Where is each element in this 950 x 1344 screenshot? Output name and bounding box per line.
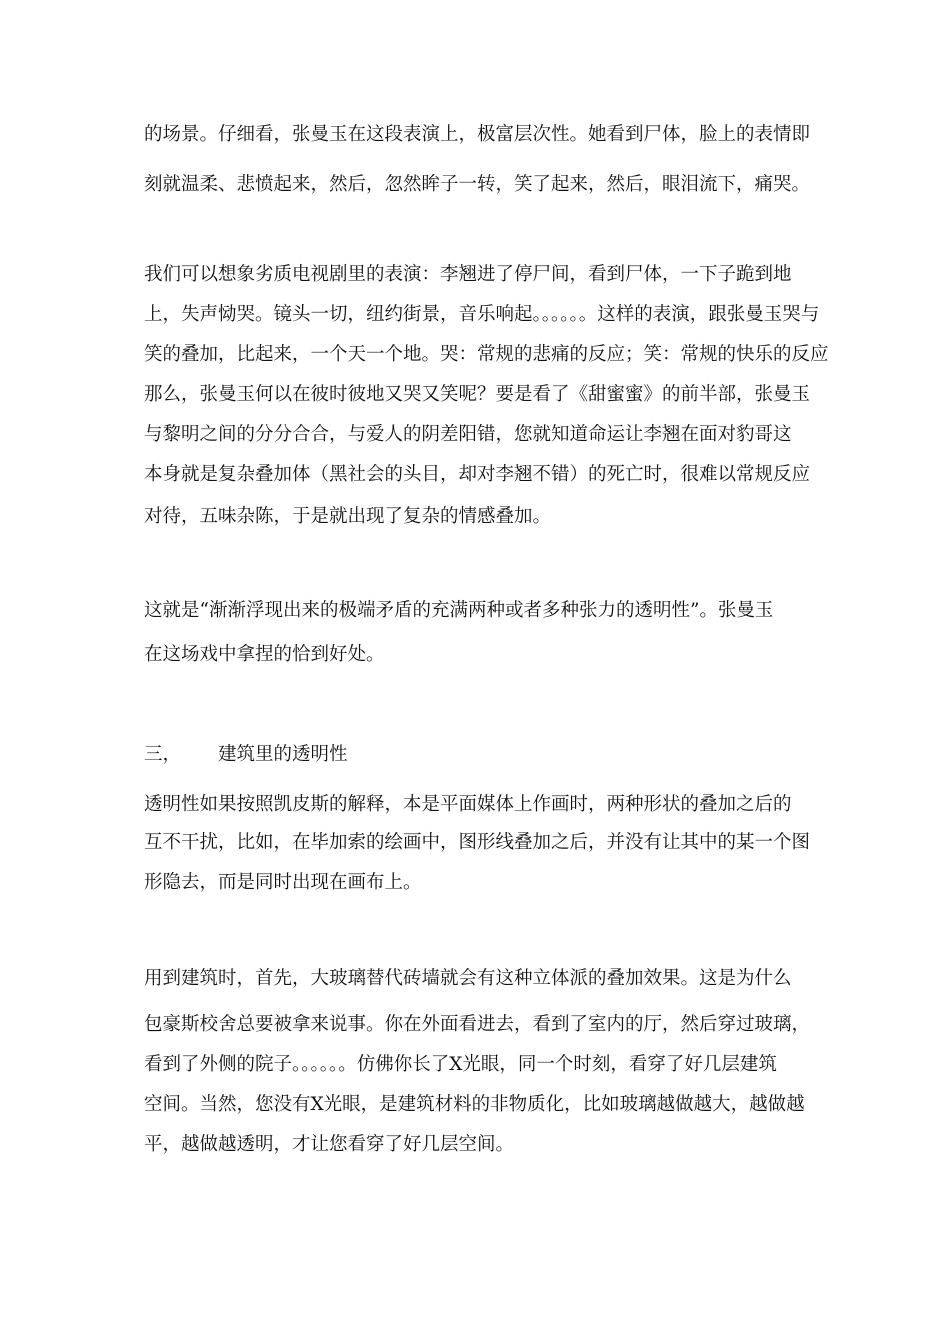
- paragraph-5-line-4: 空间。当然，您没有X光眼，是建筑材料的非物质化，比如玻璃越做越大，越做越: [144, 1094, 805, 1115]
- paragraph-4-line-3: 形隐去，而是同时出现在画布上。: [144, 872, 422, 893]
- paragraph-3-line-1: 这就是“渐渐浮现出来的极端矛盾的充满两种或者多种张力的透明性”。张曼玉: [144, 600, 774, 621]
- paragraph-5-line-3: 看到了外侧的院子。。。。。。仿佛你长了X光眼，同一个时刻，看穿了好几层建筑: [144, 1054, 777, 1075]
- paragraph-3-line-2: 在这场戏中拿捏的恰到好处。: [144, 644, 385, 665]
- paragraph-4-line-1: 透明性如果按照凯皮斯的解释，本是平面媒体上作画时，两种形状的叠加之后的: [144, 794, 792, 815]
- section-heading-number: 三，: [144, 744, 182, 765]
- paragraph-2-line-1: 我们可以想象劣质电视剧里的表演：李翘进了停尸间，看到尸体，一下子跪到地: [144, 264, 792, 285]
- paragraph-5-line-5: 平，越做越透明，才让您看穿了好几层空间。: [144, 1134, 515, 1155]
- paragraph-1-line-1: 的场景。仔细看，张曼玉在这段表演上，极富层次性。她看到尸体，脸上的表情即: [144, 124, 811, 145]
- paragraph-4-line-2: 互不干扰，比如，在毕加索的绘画中，图形线叠加之后，并没有让其中的某一个图: [144, 832, 811, 853]
- paragraph-2-line-6: 本身就是复杂叠加体（黑社会的头目，却对李翘不错）的死亡时，很难以常规反应: [144, 464, 811, 485]
- paragraph-2-line-3: 笑的叠加，比起来，一个天一个地。哭：常规的悲痛的反应；笑：常规的快乐的反应: [144, 344, 829, 365]
- paragraph-2-line-2: 上，失声恸哭。镜头一切，纽约街景，音乐响起。。。。。。这样的表演，跟张曼玉哭与: [144, 304, 820, 325]
- paragraph-2-line-4: 那么，张曼玉何以在彼时彼地又哭又笑呢？要是看了《甜蜜蜜》的前半部，张曼玉: [144, 384, 811, 405]
- paragraph-5-line-2: 包豪斯校舍总要被拿来说事。你在外面看进去，看到了室内的厅，然后穿过玻璃，: [144, 1014, 811, 1035]
- paragraph-1-line-2: 刻就温柔、悲愤起来，然后，忽然眸子一转，笑了起来，然后，眼泪流下，痛哭。: [144, 174, 811, 195]
- paragraph-2-line-7: 对待，五味杂陈，于是就出现了复杂的情感叠加。: [144, 506, 552, 527]
- paragraph-5-line-1: 用到建筑时，首先，大玻璃替代砖墙就会有这种立体派的叠加效果。这是为什么: [144, 968, 792, 989]
- paragraph-2-line-5: 与黎明之间的分分合合，与爱人的阴差阳错，您就知道命运让李翘在面对豹哥这: [144, 424, 792, 445]
- section-heading-title: 建筑里的透明性: [218, 744, 348, 765]
